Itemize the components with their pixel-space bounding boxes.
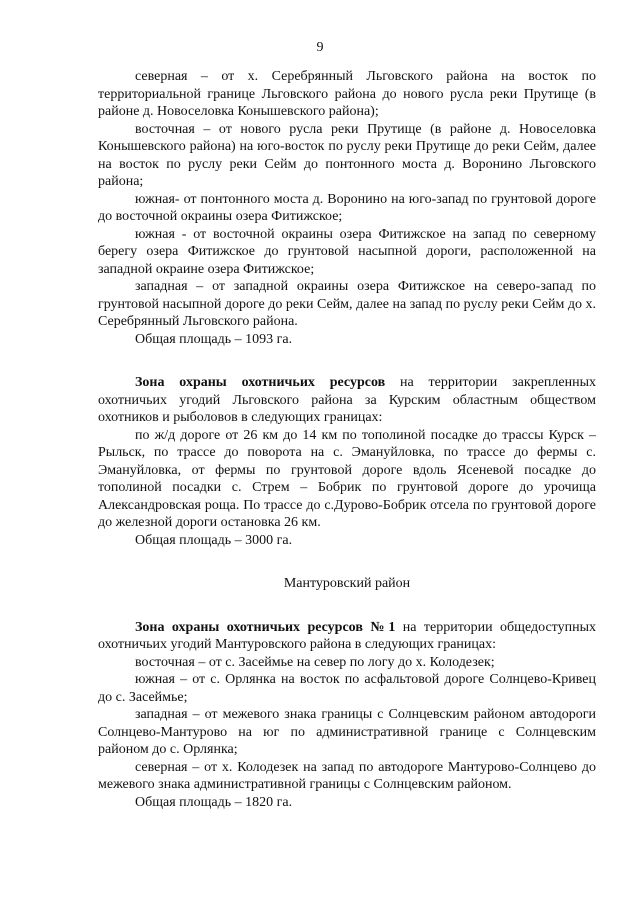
section-lgov-zone-boundaries (98, 68, 596, 348)
section-lgov-society-zone (98, 374, 596, 549)
zone-title-rest: на территории закрепленных охотничьих угодий Льговского района за Курским областным обществом охотников и рыболовов в следующих границах: (98, 375, 596, 425)
zone-title-bold: Зона охраны охотничьих ресурсов №1 (135, 619, 396, 635)
boundary-north: северная – от х. Серебрянный Льговского района на восток по территориальной границе Льговского района до нового русла реки Прутище (в районе д. Новоселовка Конышевского района); (98, 69, 596, 119)
section-manturovo-zone-1 (98, 619, 596, 812)
boundary-west: западная – от межевого знака границы с Солнцевским районом автодороги Солнцево-Мантурово на юг по административной границе с Солнцевским районом до с. Орлянка; (98, 707, 596, 757)
document-body (98, 68, 596, 811)
boundary-south-1: южная- от понтонного моста д. Воронино на юго-запад по грунтовой дороге до восточной окраины озера Фитижское; (98, 191, 596, 224)
zone-title-rest: на территории общедоступных охотничьих угодий Мантуровского района в следующих границах: (98, 619, 597, 652)
district-heading: Мантуровский район (283, 576, 411, 591)
zone-boundary-description: по ж/д дороге от 26 км до 14 км по тополиной посадке до трассы Курск – Рыльск, по трассе до поворота на с. Эмануйловка, по трассе до фермы с. Эмануйловка, от фермы по грунтовой дороге вдоль Ясеневой посадке до тополиной посадки с. Стрем – Бобрик по грунтовой дороге до урочища Александровская роща. По трассе до с.Дурово-Бобрик отсела по грунтовой дороге до железной дороги остановка 26 км. (98, 427, 596, 530)
zone-title (98, 374, 596, 427)
boundary-east: восточная – от нового русла реки Прутище (в районе д. Новоселовка Конышевского района) на юго-восток по руслу реки Прутище до реки Сейм, далее на восток по руслу реки Сейм до понтонного моста д. Воронино Льговского района; (98, 121, 596, 189)
page-number: 9 (316, 40, 324, 55)
boundary-south: южная – от с. Орлянка на восток по асфальтовой дороге Солнцево-Кривец до с. Засеймье; (98, 672, 596, 705)
boundary-west: западная – от западной окраины озера Фитижское на северо-запад по грунтовой насыпной дороге до реки Сейм, далее на запад по руслу реки Сейм до х. Серебрянный Льговского района. (98, 279, 596, 329)
boundary-south-2: южная - от восточной окраины озера Фитижское на запад по северному берегу озера Фитижское до грунтовой насыпной дороги, расположенной на западной окраине озера Фитижское; (98, 226, 596, 277)
boundary-east: восточная – от с. Засеймье на север по логу до х. Колодезек; (135, 654, 495, 670)
zone-title (98, 619, 596, 654)
zone-title-bold: Зона охраны охотничьих ресурсов (135, 375, 386, 390)
total-area: Общая площадь – 1093 га. (135, 331, 293, 347)
boundary-north: северная – от х. Колодезек на запад по автодороге Мантурово-Солнцево до межевого знака административной границы с Солнцевским районом. (98, 759, 596, 792)
total-area: Общая площадь – 3000 га. (135, 532, 293, 548)
total-area: Общая площадь – 1820 га. (135, 794, 293, 810)
